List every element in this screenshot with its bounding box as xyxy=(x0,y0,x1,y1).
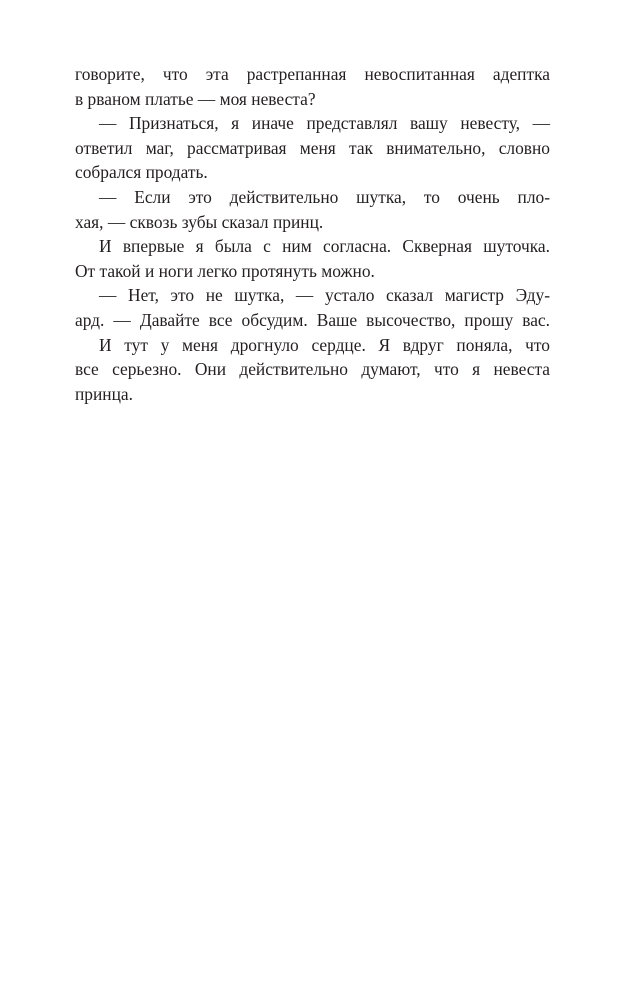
paragraph-5 xyxy=(75,283,550,332)
text-line: в рваном платье — моя невеста? xyxy=(75,88,316,109)
text-line: — Если это действительно шутка, то очень пло- xyxy=(99,186,550,207)
paragraph-6 xyxy=(75,333,550,407)
paragraph-4 xyxy=(75,234,550,283)
text-line: все серьезно. Они действительно думают, что я невеста xyxy=(75,359,550,380)
text-line: ард. — Давайте все обсудим. Ваше высочество, прошу вас. xyxy=(75,309,550,330)
text-line: И тут у меня дрогнуло сердце. Я вдруг поняла, что xyxy=(99,334,550,355)
text-line: — Признаться, я иначе представлял вашу невесту, — xyxy=(99,113,550,134)
paragraph-2 xyxy=(75,111,550,185)
text-line: собрался продать. xyxy=(75,162,208,183)
text-line: — Нет, это не шутка, — устало сказал магистр Эду- xyxy=(99,285,550,306)
text-line: говорите, что эта растрепанная невоспитанная адептка xyxy=(75,64,550,84)
text-line: принца. xyxy=(75,383,133,404)
text-line: ответил маг, рассматривая меня так внимательно, словно xyxy=(75,137,550,158)
paragraph-1 xyxy=(75,62,550,111)
text-line: хая, — сквозь зубы сказал принц. xyxy=(75,211,324,232)
paragraph-3 xyxy=(75,185,550,234)
text-line: От такой и ноги легко протянуть можно. xyxy=(75,260,375,281)
book-page-text xyxy=(75,62,550,406)
text-line: И впервые я была с ним согласна. Скверная шуточка. xyxy=(99,236,550,257)
